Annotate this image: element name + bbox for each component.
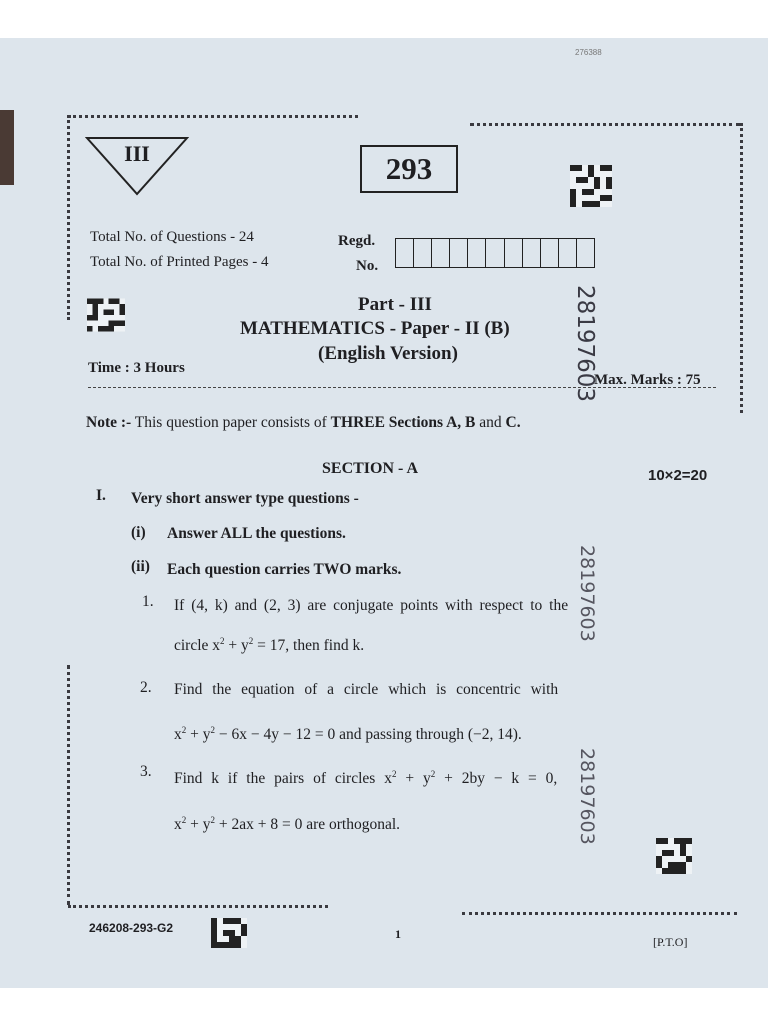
section-marks: 10×2=20 — [648, 467, 708, 484]
qr-code-footer — [211, 918, 247, 948]
please-turn-over: [P.T.O] — [653, 935, 688, 949]
regd-number-boxes — [395, 238, 595, 268]
frame-bottom-left — [68, 905, 328, 908]
part-title: Part - III — [358, 294, 432, 315]
question-1-line-1: If (4, k) and (2, 3) are conjugate points with respect to the — [174, 597, 569, 614]
regd-no-label: No. — [356, 258, 379, 274]
footer-code: 246208-293-G2 — [89, 921, 174, 935]
total-pages: Total No. of Printed Pages - 4 — [90, 254, 269, 270]
instruction-1-num: (i) — [131, 524, 146, 541]
question-2-line-2: $x^2 + y^2 - 6x - 4y - 12 = 0$ and passing through (−2, 14). — [174, 725, 522, 744]
frame-top-left — [68, 115, 358, 118]
frame-top-right — [470, 123, 740, 126]
subject-title: MATHEMATICS - Paper - II (B) — [240, 318, 510, 339]
frame-left-lower — [67, 665, 70, 905]
paper-code: 293 — [360, 145, 458, 193]
header-divider — [88, 387, 716, 388]
qr-code-top — [570, 165, 612, 207]
instruction-2-num: (ii) — [131, 558, 150, 575]
question-1-number: 1. — [142, 593, 154, 610]
frame-bottom-right — [462, 912, 737, 915]
note-label: Note :- — [86, 414, 132, 431]
section-title: SECTION - A — [322, 460, 419, 477]
question-2-line-1: Find the equation of a circle which is concentric with — [174, 681, 559, 698]
total-questions: Total No. of Questions - 24 — [90, 229, 254, 245]
paper-part-roman: III — [124, 141, 150, 166]
question-3-number: 3. — [140, 763, 152, 780]
question-3-line-1: Find k if the pairs of circles $x^2 + y^2 + 2by - k = 0$, — [174, 769, 558, 788]
background-edge — [0, 110, 14, 185]
regd-label: Regd. — [338, 233, 376, 249]
question-2-number: 2. — [140, 679, 152, 696]
section-roman: I. — [96, 487, 106, 504]
frame-left-upper — [67, 115, 70, 320]
stamp-number-lower: 28197603 — [576, 748, 598, 845]
instruction-2: Each question carries TWO marks. — [167, 561, 402, 578]
page-number: 1 — [395, 927, 401, 941]
exam-time: Time : 3 Hours — [88, 360, 185, 376]
stamp-number-mid: 28197603 — [576, 545, 598, 642]
stamp-number-large: 28197603 — [572, 285, 598, 403]
frame-right — [740, 123, 743, 413]
max-marks: Max. Marks : 75 — [594, 372, 701, 388]
section-heading: Very short answer type questions - — [131, 490, 359, 507]
note-line: Note :- This question paper consists of THREE Sections A, B and C. — [86, 414, 521, 431]
instruction-1: Answer ALL the questions. — [167, 525, 346, 542]
qr-code-bottom-right — [656, 838, 692, 874]
question-1-line-2: circle $x^2 + y^2 = 17$, then find k. — [174, 636, 365, 655]
question-3-line-2: $x^2 + y^2 + 2ax + 8 = 0$ are orthogonal. — [174, 815, 401, 834]
sheet-serial: 276388 — [575, 48, 602, 57]
version-title: (English Version) — [318, 343, 458, 364]
